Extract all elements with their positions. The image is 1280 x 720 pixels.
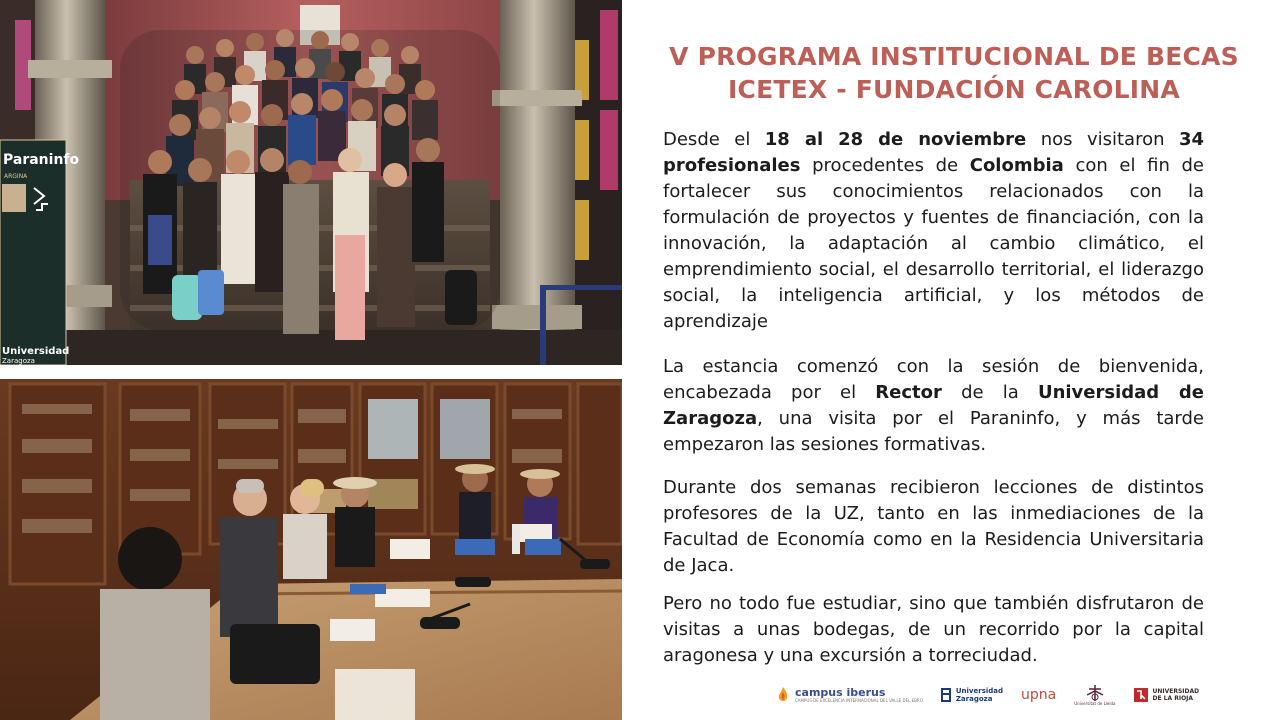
upna-name: upna (1021, 687, 1057, 703)
paragraph-welcome (663, 354, 1204, 458)
unizar-shield-icon (941, 688, 951, 702)
title-line-2: ICETEX - FUNDACIÓN CAROLINA (728, 75, 1180, 104)
p1-text-3: procedentes de (800, 155, 970, 176)
lleida-name: Universitat de Lleida (1074, 700, 1116, 706)
page-title (650, 40, 1258, 106)
library-meeting-photo (0, 379, 622, 720)
p1-text-1: Desde el (663, 129, 765, 150)
p1-text-4: con el fin de fortalecer sus conocimientos relacionados con la formulación de proyectos y fuentes de financiación, con la innovación, la adaptación al cambio climático, el emprendimiento social, el desarrollo territorial, el liderazgo social, la inteligencia artificial, y los métodos de aprendizaje (663, 155, 1204, 332)
paragraph-lessons: Durante dos semanas recibieron lecciones de distintos profesores de la UZ, tanto en las inmediaciones de la Facultad de Economía como en la Residencia Universitaria de Jaca. (663, 477, 1204, 576)
p1-bold-country: Colombia (969, 155, 1064, 176)
paragraph-visits: Pero no todo fue estudiar, sino que también disfrutaron de visitas a unas bodegas, de un recorrido por la capital aragonesa y una excursión a torreciudad. (663, 593, 1204, 666)
rioja-line-2: DE LA RIOJA (1152, 695, 1194, 702)
p1-text-2: nos visitaron (1026, 129, 1179, 150)
partner-logos (776, 680, 1199, 710)
p2-text-2: de la (941, 382, 1038, 403)
group-photo-staircase (0, 0, 622, 365)
unizar-line-1: Universidad (955, 687, 1003, 695)
paraninfo-sign-university: Universidad (2, 346, 70, 357)
unizar-line-2: Zaragoza (955, 695, 993, 703)
upna-logo (1021, 688, 1056, 702)
rioja-emblem-icon (1134, 688, 1148, 702)
paragraph-dates-participants (663, 127, 1204, 335)
p2-text-1: La estancia comenzó con la sesión de bienvenida, encabezada por el (663, 356, 1204, 403)
campus-iberus-flame-icon (776, 686, 790, 704)
title-line-1: V PROGRAMA INSTITUCIONAL DE BECAS (669, 42, 1239, 71)
universitat-lleida-logo (1074, 685, 1115, 706)
p1-bold-dates: 18 al 28 de noviembre (764, 129, 1027, 150)
p2-text-3: , una visita por el Paraninfo, y más tarde empezaron las sesiones formativas. (663, 408, 1204, 455)
universidad-zaragoza-logo (941, 687, 1003, 703)
rioja-line-1: UNIVERSIDAD (1152, 688, 1200, 695)
lleida-emblem-icon (1085, 685, 1105, 701)
paraninfo-sign-city: Zaragoza (2, 357, 35, 365)
campus-iberus-tagline: CAMPUS DE EXCELENCIA INTERNACIONAL DEL VALLE DEL EBRO (795, 698, 923, 703)
p2-bold-rector: Rector (875, 382, 942, 403)
paraninfo-sign-subtitle: ARGINA (4, 173, 28, 180)
paraninfo-sign-title: Paraninfo (3, 152, 80, 168)
campus-iberus-name: campus iberus (795, 686, 886, 699)
p1-bold-count: 34 profesionales (663, 129, 1204, 176)
campus-iberus-logo (776, 686, 923, 704)
p2-bold-university: Universidad de Zaragoza (663, 382, 1204, 429)
universidad-la-rioja-logo (1134, 688, 1200, 702)
